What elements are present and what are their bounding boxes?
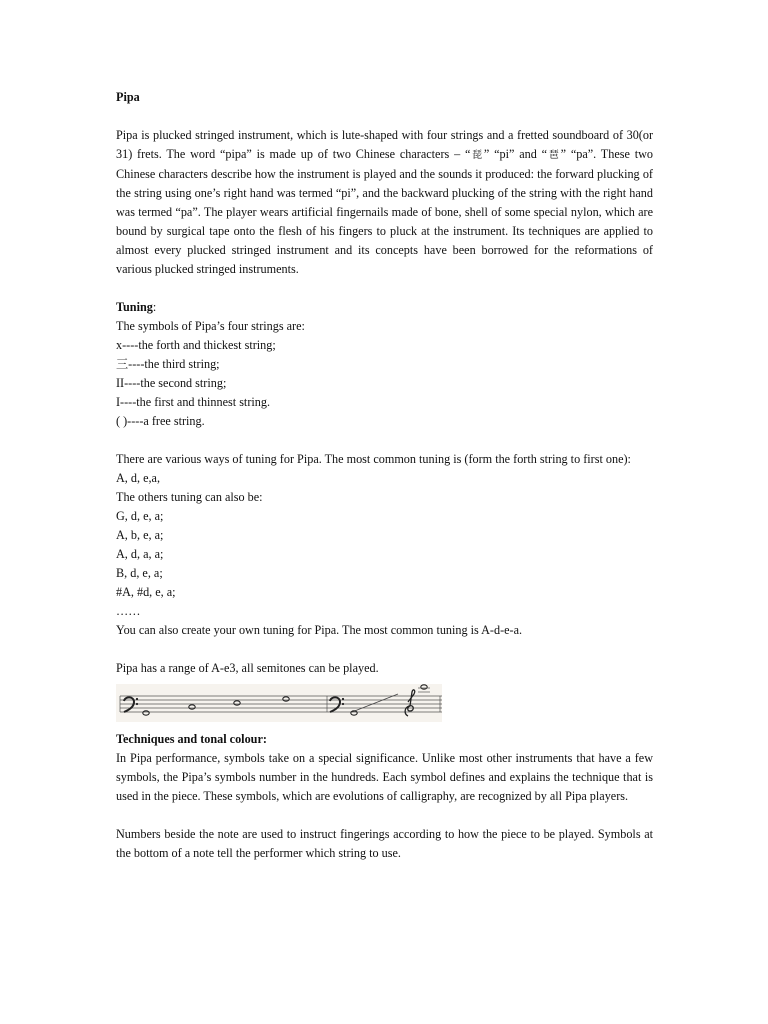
range-line-icon — [352, 694, 398, 712]
page-title: Pipa — [116, 90, 140, 104]
tuning-ways-paragraph: There are various ways of tuning for Pipa. The most common tuning is (form the forth string to first one): — [116, 452, 631, 466]
intro-text-part-3: ” “pa”. These two Chinese characters describe how the instrument is played and the sounds it produced: the forward plucking of the string using one’s right hand was termed “pi”, and the backward plucking of the string with the right hand was termed “pa”. The player wears artificial fingernails made of bone, shell of some special nylon, which are bound by surgical tape onto the flesh of his fingers to pluck at the instrument. Its techniques are applied to almost every plucked stringed instrument and its concepts have been borrowed for the reformations of various plucked stringed instruments. — [116, 147, 653, 276]
tuning-intro: The symbols of Pipa’s four strings are: — [116, 319, 305, 333]
techniques-paragraph-1: In Pipa performance, symbols take on a special significance. Unlike most other instruments that have a few symbols, the Pipa’s symbols number in the hundreds. Each symbol defines and explains the technique that is used in the piece. These symbols, which are evolutions of calligraphy, are recognized by all Pipa players. — [116, 751, 653, 803]
chinese-char-pi: 琵 — [470, 150, 484, 161]
other-tuning-item: B, d, e, a; — [116, 566, 163, 580]
techniques-paragraph-2: Numbers beside the note are used to instruct fingerings according to how the piece to be played. Symbols at the bottom of a note tell the performer which string to use. — [116, 827, 653, 860]
string-symbol-item: II----the second string; — [116, 376, 227, 390]
intro-text-part-2: ” “pi” and “ — [483, 147, 548, 161]
techniques-heading: Techniques and tonal colour: — [116, 732, 267, 746]
note-icon — [421, 685, 427, 689]
note-icon — [189, 705, 195, 709]
range-text: Pipa has a range of A-e3, all semitones can be played. — [116, 661, 379, 675]
bass-clef-icon — [330, 697, 344, 712]
musical-staff-image — [116, 684, 442, 722]
bass-clef-icon — [124, 697, 138, 712]
string-symbol-item: x----the forth and thickest string; — [116, 338, 276, 352]
other-tuning-item: A, b, e, a; — [116, 528, 164, 542]
tuning-heading: Tuning: — [116, 300, 157, 314]
chinese-char-pa: 琶 — [547, 150, 561, 161]
string-symbol-item: ( )----a free string. — [116, 414, 205, 428]
note-icon — [283, 697, 289, 701]
document-body — [116, 88, 653, 863]
string-symbol-item: 三----the third string; — [116, 357, 220, 371]
common-tuning: A, d, e,a, — [116, 471, 160, 485]
other-tuning-item: A, d, a, a; — [116, 547, 164, 561]
intro-text-part-1: Pipa is plucked stringed instrument, which is lute-shaped with four strings and a fretted soundboard of 30(or 31) frets. The word “pipa” is made up of two Chinese characters – “ — [116, 128, 653, 161]
intro-paragraph — [116, 126, 653, 279]
ellipsis: …… — [116, 604, 141, 618]
other-tunings-intro: The others tuning can also be: — [116, 490, 263, 504]
note-icon — [234, 701, 240, 705]
other-tuning-item: G, d, e, a; — [116, 509, 164, 523]
own-tuning-text: You can also create your own tuning for Pipa. The most common tuning is A-d-e-a. — [116, 623, 523, 637]
note-icon — [143, 711, 149, 715]
other-tuning-item: #A, #d, e, a; — [116, 585, 176, 599]
string-symbol-item: I----the first and thinnest string. — [116, 395, 270, 409]
